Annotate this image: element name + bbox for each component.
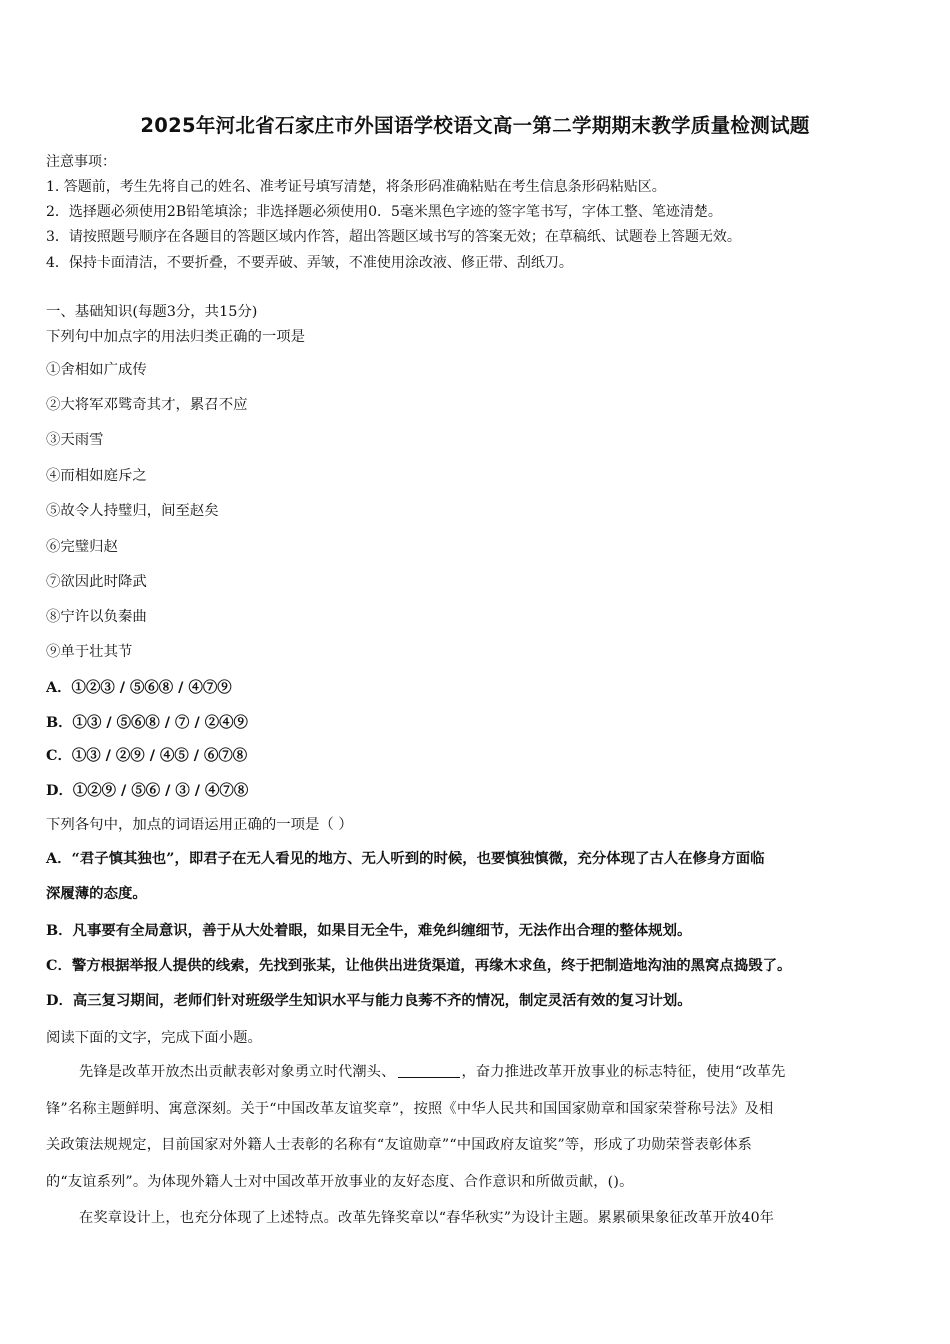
notice-item: 3．请按照题号顺序在各题目的答题区域内作答，超出答题区域书写的答案无效；在草稿纸、试题卷上答题无效。 [46, 229, 741, 245]
reading-paragraph-line: 的“友谊系列”。为体现外籍人士对中国改革开放事业的友好态度、合作意识和所做贡献，()。 [46, 1174, 634, 1190]
question-stem: 下列句中加点字的用法归类正确的一项是 [46, 329, 306, 345]
question-stem: 下列各句中，加点的词语运用正确的一项是（ ） [46, 817, 353, 833]
answer-option-d: D．高三复习期间，老师们针对班级学生知识水平与能力良莠不齐的情况，制定灵活有效的复习计划。 [46, 992, 692, 1009]
reading-paragraph-line: 关政策法规规定，目前国家对外籍人士表彰的名称有“友谊勋章”“中国政府友谊奖”等，形成了功勋荣誉表彰体系 [46, 1137, 753, 1153]
sentence-item: ④而相如庭斥之 [46, 468, 147, 484]
answer-option-b: B．凡事要有全局意识，善于从大处着眼，如果目无全牛，难免纠缠细节，无法作出合理的整体规划。 [46, 922, 692, 939]
sentence-item: ⑥完璧归赵 [46, 539, 118, 555]
answer-option-a-continued: 深履薄的态度。 [46, 885, 147, 902]
reading-intro: 阅读下面的文字，完成下面小题。 [46, 1030, 262, 1046]
answer-option-c: C．①③ / ②⑨ / ④⑤ / ⑥⑦⑧ [46, 747, 248, 764]
answer-option-a: A．“君子慎其独也”，即君子在无人看见的地方、无人听到的时候，也要慎独慎微，充分体现了古人在修身方面临 [46, 850, 765, 867]
sentence-item: ②大将军邓骘奇其才，累召不应 [46, 397, 248, 413]
sentence-item: ③天雨雪 [46, 432, 104, 448]
sentence-item: ⑨单于壮其节 [46, 644, 133, 660]
answer-option-d: D．①②⑨ / ⑤⑥ / ③ / ④⑦⑧ [46, 782, 249, 799]
fill-in-blank [398, 1063, 460, 1078]
notice-heading: 注意事项： [46, 154, 116, 170]
answer-option-a: A．①②③ / ⑤⑥⑧ / ④⑦⑨ [46, 679, 232, 696]
sentence-item: ⑧宁许以负秦曲 [46, 609, 147, 625]
answer-option-b: B．①③ / ⑤⑥⑧ / ⑦ / ②④⑨ [46, 714, 248, 731]
notice-item: 1. 答题前，考生先将自己的姓名、准考证号填写清楚，将条形码准确粘贴在考生信息条形码粘贴区。 [46, 179, 666, 195]
page-title: 2025年河北省石家庄市外国语学校语文高一第二学期期末教学质量检测试题 [140, 114, 810, 137]
reading-text: 先锋是改革开放杰出贡献表彰对象勇立时代潮头、 [79, 1064, 396, 1080]
reading-text: ，奋力推进改革开放事业的标志特征，使用“改革先 [461, 1064, 786, 1080]
sentence-item: ⑦欲因此时降武 [46, 574, 147, 590]
reading-paragraph-line: 锋”名称主题鲜明、寓意深刻。关于“中国改革友谊奖章”，按照《中华人民共和国国家勋章和国家荣誉称号法》及相 [46, 1101, 774, 1117]
reading-paragraph-line: 在奖章设计上，也充分体现了上述特点。改革先锋奖章以“春华秋实”为设计主题。累累硕果象征改革开放40年 [79, 1210, 775, 1226]
sentence-item: ⑤故令人持璧归，间至赵矣 [46, 503, 219, 519]
notice-item: 4．保持卡面清洁，不要折叠，不要弄破、弄皱，不准使用涂改液、修正带、刮纸刀。 [46, 255, 573, 271]
answer-option-c: C．警方根据举报人提供的线索，先找到张某，让他供出进货渠道，再缘木求鱼，终于把制造地沟油的黑窝点捣毁了。 [46, 957, 792, 974]
section-heading: 一、基础知识(每题3分，共15分) [46, 304, 258, 320]
reading-paragraph-line [79, 1062, 786, 1082]
notice-item: 2．选择题必须使用2B铅笔填涂；非选择题必须使用0．5毫米黑色字迹的签字笔书写，字体工整、笔迹清楚。 [46, 204, 722, 220]
sentence-item: ①舍相如广成传 [46, 362, 147, 378]
